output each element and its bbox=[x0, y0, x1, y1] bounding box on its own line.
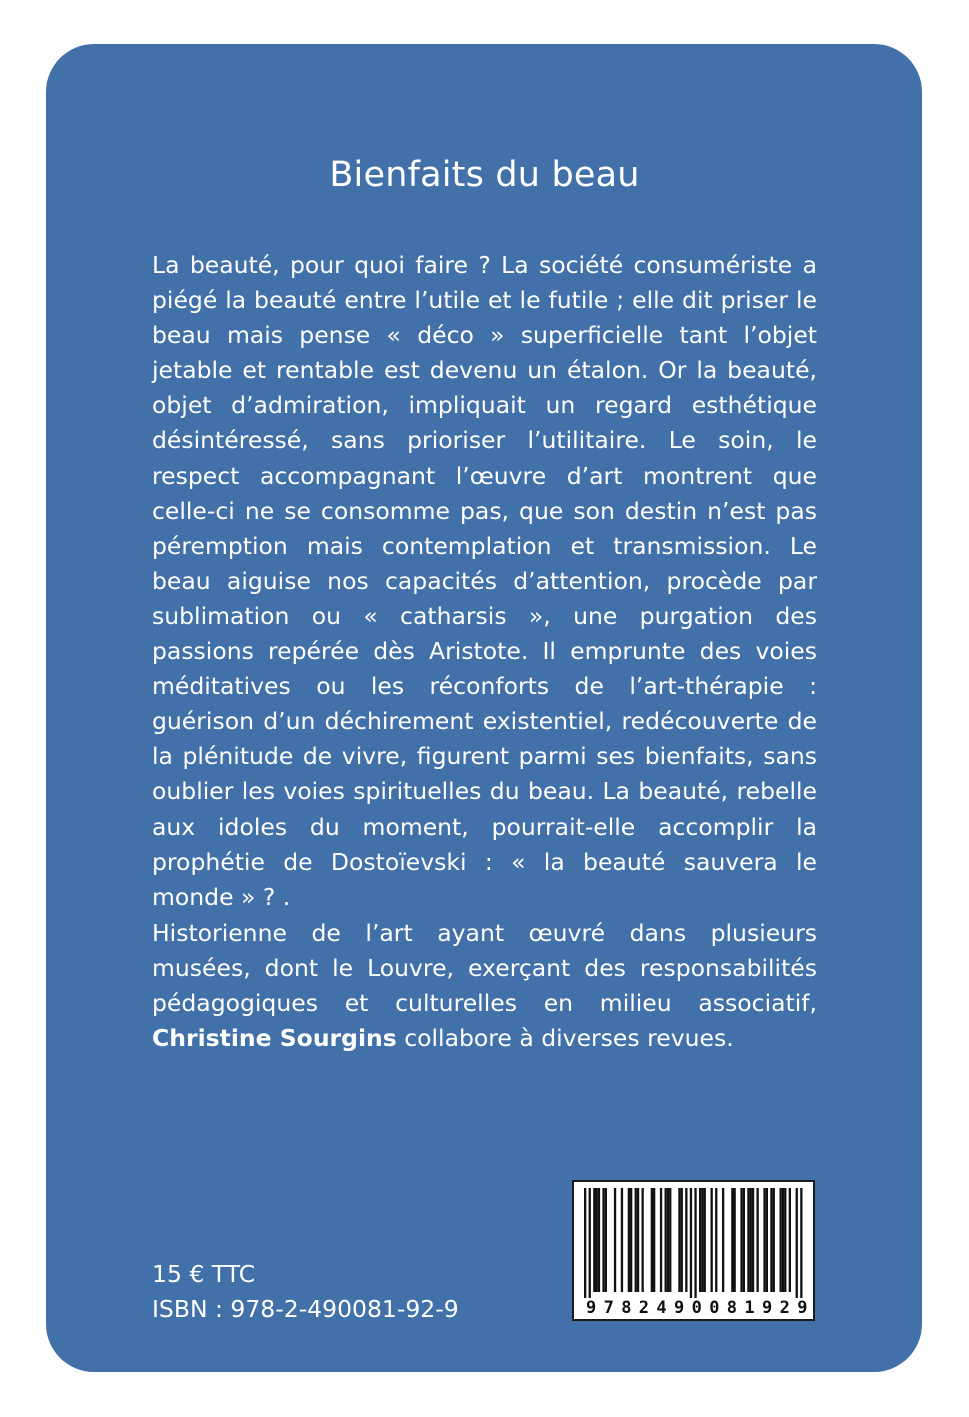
barcode-bar bbox=[711, 1188, 713, 1292]
barcode-bar bbox=[678, 1188, 680, 1292]
barcode-bar bbox=[589, 1188, 591, 1298]
author-bio-paragraph bbox=[152, 916, 817, 1056]
barcode-bar bbox=[681, 1188, 683, 1292]
barcode-digit: 4 bbox=[656, 1298, 667, 1318]
barcode-bar bbox=[734, 1188, 736, 1292]
barcode-bar bbox=[651, 1188, 653, 1292]
barcode-digit: 9 bbox=[762, 1298, 773, 1318]
barcode-digit: 9 bbox=[586, 1298, 597, 1318]
barcode-bar bbox=[598, 1188, 600, 1292]
barcode-bar bbox=[685, 1188, 687, 1292]
barcode-bar bbox=[699, 1188, 701, 1292]
barcode-bar bbox=[694, 1188, 696, 1298]
barcode-bar bbox=[752, 1188, 754, 1292]
barcode-bar bbox=[637, 1188, 639, 1292]
barcode-bar bbox=[660, 1188, 662, 1292]
barcode-digit: 7 bbox=[603, 1298, 614, 1318]
barcode-bar bbox=[584, 1188, 586, 1298]
barcode-bar bbox=[763, 1188, 765, 1292]
barcode-digit: 1 bbox=[744, 1298, 755, 1318]
barcode-bar bbox=[630, 1188, 632, 1292]
barcode-bar bbox=[602, 1188, 604, 1292]
author-name: Christine Sourgins bbox=[152, 1024, 397, 1053]
barcode-graphic bbox=[574, 1182, 813, 1319]
isbn-barcode bbox=[572, 1180, 815, 1321]
barcode-bar bbox=[669, 1188, 671, 1292]
barcode-bar bbox=[715, 1188, 717, 1292]
barcode-bar bbox=[701, 1188, 703, 1292]
barcode-bar bbox=[605, 1188, 607, 1292]
barcode-bar bbox=[750, 1188, 752, 1292]
barcode-bar bbox=[789, 1188, 791, 1292]
barcode-bar bbox=[766, 1188, 768, 1292]
barcode-bar bbox=[740, 1188, 742, 1292]
barcode-bar bbox=[796, 1188, 798, 1298]
price-isbn-block bbox=[152, 1257, 459, 1327]
barcode-bar bbox=[704, 1188, 706, 1292]
barcode-digit: 2 bbox=[779, 1298, 790, 1318]
barcode-digit: 2 bbox=[638, 1298, 650, 1318]
barcode-bar bbox=[614, 1188, 616, 1292]
barcode-bar bbox=[731, 1188, 733, 1292]
bio-outro-text: collabore à diverses revues. bbox=[404, 1024, 734, 1053]
price-label: 15 € TTC bbox=[152, 1260, 256, 1288]
barcode-digit: 9 bbox=[674, 1298, 685, 1318]
barcode-bar bbox=[800, 1188, 802, 1298]
barcode-digit: 9 bbox=[797, 1298, 808, 1318]
bio-intro-text: Historienne de l’art ayant œuvré dans plusieurs musées, dont le Louvre, exerçant des responsabilités pédagogiques et culturelles en milieu associatif, bbox=[152, 919, 817, 1018]
barcode-bar bbox=[596, 1188, 598, 1292]
book-title: Bienfaits du beau bbox=[329, 155, 640, 196]
barcode-digit: 8 bbox=[726, 1298, 738, 1318]
barcode-digit: 8 bbox=[621, 1298, 632, 1318]
barcode-bar bbox=[743, 1188, 745, 1292]
barcode-bar bbox=[747, 1188, 749, 1292]
barcode-bar bbox=[628, 1188, 630, 1292]
barcode-bar bbox=[757, 1188, 759, 1292]
barcode-digit: 0 bbox=[709, 1298, 720, 1318]
barcode-bar bbox=[667, 1188, 669, 1292]
barcode-bar bbox=[784, 1188, 786, 1292]
barcode-bar bbox=[653, 1188, 655, 1292]
barcode-bar bbox=[621, 1188, 623, 1292]
barcode-bar bbox=[593, 1188, 595, 1292]
synopsis-paragraph: La beauté, pour quoi faire ? La société consumériste a piégé la beauté entre l’utile et le futile ; elle dit priser le beau mais pense « déco » superficielle tant l’objet jetable et rentable est devenu un étalon. Or la beauté, objet d’admiration, impliquait un regard esthétique désintéressé, sans prioriser l’utilitaire. Le soin, le respect accompagnant l’œuvre d’art montrent que celle-ci ne se consomme pas, que son destin n’est pas péremption mais contemplation et transmission. Le beau aiguise nos capacités d’attention, procède par sublimation ou « catharsis », une purgation des passions repérée dès Aristote. Il emprunte des voies méditatives ou les réconforts de l’art-thérapie : guérison d’un déchirement existentiel, redécouverte de la plénitude de vivre, figurent parmi ses bienfaits, sans oublier les voies spirituelles du beau. La beauté, rebelle aux idoles du moment, pourrait-elle accomplir la prophétie de Dostoïevski : « la beauté sauvera le monde » ? . bbox=[152, 251, 817, 911]
barcode-bar bbox=[722, 1188, 724, 1292]
barcode-bar bbox=[642, 1188, 644, 1292]
barcode-bar bbox=[665, 1188, 667, 1292]
barcode-bar bbox=[770, 1188, 772, 1292]
isbn-label: ISBN : 978-2-490081-92-9 bbox=[152, 1295, 459, 1323]
barcode-bar bbox=[773, 1188, 775, 1292]
barcode-bar bbox=[782, 1188, 784, 1292]
barcode-bar bbox=[780, 1188, 782, 1292]
barcode-bar bbox=[635, 1188, 637, 1292]
barcode-digit: 0 bbox=[691, 1298, 702, 1318]
barcode-bar bbox=[690, 1188, 692, 1298]
